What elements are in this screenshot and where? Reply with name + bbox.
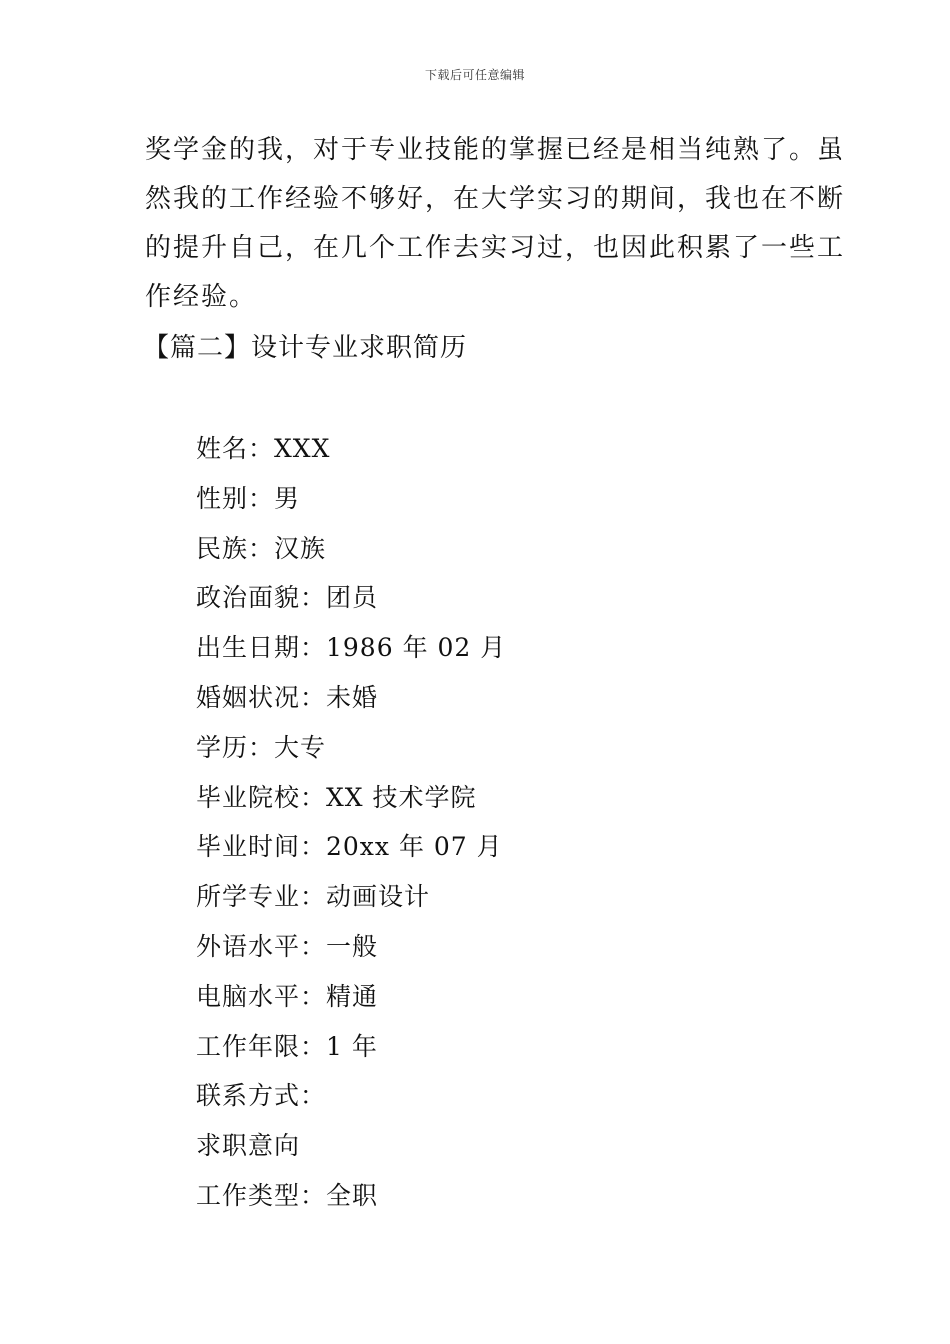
info-row-contact: 联系方式： (196, 1081, 327, 1111)
info-row-job-type: 工作类型：全职 (196, 1180, 379, 1210)
paragraph-line: 的提升自己，在几个工作去实习过，也因此积累了一些工 (145, 233, 846, 263)
info-row-graduation-date: 毕业时间：20xx 年 07 月 (196, 832, 503, 862)
info-row-marital-status: 婚姻状况：未婚 (196, 682, 379, 712)
info-row-major: 所学专业：动画设计 (196, 882, 431, 912)
info-row-education: 学历：大专 (196, 732, 327, 762)
info-row-name: 姓名：XXX (196, 434, 331, 463)
paragraph-line: 作经验。 (145, 282, 258, 312)
section-title: 【篇二】设计专业求职简历 (143, 333, 468, 363)
info-row-birth-date: 出生日期：1986 年 02 月 (196, 633, 507, 663)
paragraph-line: 奖学金的我，对于专业技能的掌握已经是相当纯熟了。虽 (145, 135, 846, 165)
info-row-school: 毕业院校：XX 技术学院 (196, 782, 477, 812)
paragraph-line: 然我的工作经验不够好，在大学实习的期间，我也在不断 (145, 184, 846, 214)
intro-paragraph (145, 126, 846, 322)
info-row-foreign-language: 外语水平：一般 (196, 931, 379, 961)
info-row-computer-skill: 电脑水平：精通 (196, 981, 379, 1011)
info-row-ethnicity: 民族：汉族 (196, 533, 327, 563)
info-row-gender: 性别：男 (196, 483, 301, 513)
resume-info-list (196, 424, 506, 1221)
info-row-political-status: 政治面貌：团员 (196, 583, 379, 613)
page-header-note: 下载后可任意编辑 (424, 68, 525, 82)
info-row-work-years: 工作年限：1 年 (196, 1031, 378, 1061)
info-row-job-intention: 求职意向 (196, 1131, 301, 1161)
